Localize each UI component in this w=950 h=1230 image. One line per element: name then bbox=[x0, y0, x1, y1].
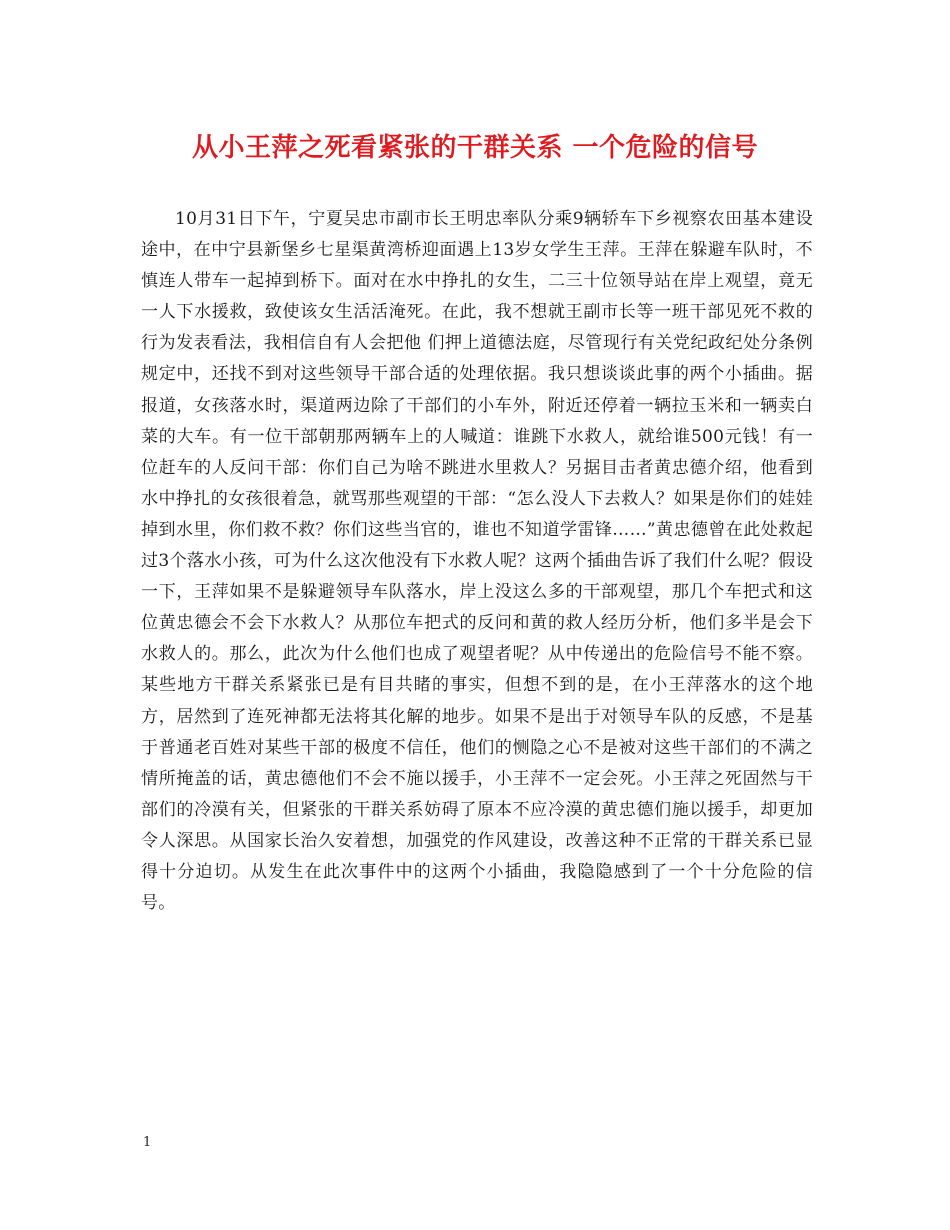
page-number: 1 bbox=[143, 1135, 152, 1150]
document-title: 从小王萍之死看紧张的干群关系 一个危险的信号 bbox=[191, 133, 759, 163]
body-paragraph: 10月31日下午，宁夏吴忠市副市长王明忠率队分乘9辆轿车下乡视察农田基本建设途中，在中宁县新堡乡七星渠黄湾桥迎面遇上13岁女学生王萍。王萍在躲避车队时，不慎连人带车一起掉到桥下。面对在水中挣扎的女生，二三十位领导站在岸上观望，竟无一人下水援救，致使该女生活活淹死。在此，我不想就王副市长等一班干部见死不救的行为发表看法，我相信自有人会把他 们押上道德法庭，尽管现行有关党纪政纪处分条例规定中，还找不到对这些领导干部合适的处理依据。我只想谈谈此事的两个小插曲。据报道，女孩落水时，渠道两边除了干部们的小车外，附近还停着一辆拉玉米和一辆卖白菜的大车。有一位干部朝那两辆车上的人喊道：谁跳下水救人，就给谁500元钱！有一位赶车的人反问干部：你们自己为啥不跳进水里救人？另据目击者黄忠德介绍，他看到水中挣扎的女孩很着急，就骂那些观望的干部：“怎么没人下去救人？如果是你们的娃娃掉到水里，你们救不救？你们这些当官的，谁也不知道学雷锋……”黄忠德曾在此处救起过3个落水小孩，可为什么这次他没有下水救人呢？这两个插曲告诉了我们什么呢？假设一下，王萍如果不是躲避领导车队落水，岸上没这么多的干部观望，那几个车把式和这位黄忠德会不会下水救人？从那位车把式的反问和黄的救人经历分析，他们多半是会下水救人的。那么，此次为什么他们也成了观望者呢？从中传递出的危险信号不能不察。某些地方干群关系紧张已是有目共睹的事实，但想不到的是，在小王萍落水的这个地方，居然到了连死神都无法将其化解的地步。如果不是出于对领导车队的反感，不是基于普通老百姓对某些干部的极度不信任，他们的恻隐之心不是被对这些干部们的不满之情所掩盖的话，黄忠德他们不会不施以援手，小王萍不一定会死。小王萍之死固然与干部们的冷漠有关，但紧张的干群关系妨碍了原本不应冷漠的黄忠德们施以援手，却更加令人深思。从国家长治久安着想，加强党的作风建设，改善这种不正常的干群关系已显得十分迫切。从发生在此次事件中的这两个小插曲，我隐隐感到了一个十分危险的信号。 bbox=[141, 209, 813, 914]
